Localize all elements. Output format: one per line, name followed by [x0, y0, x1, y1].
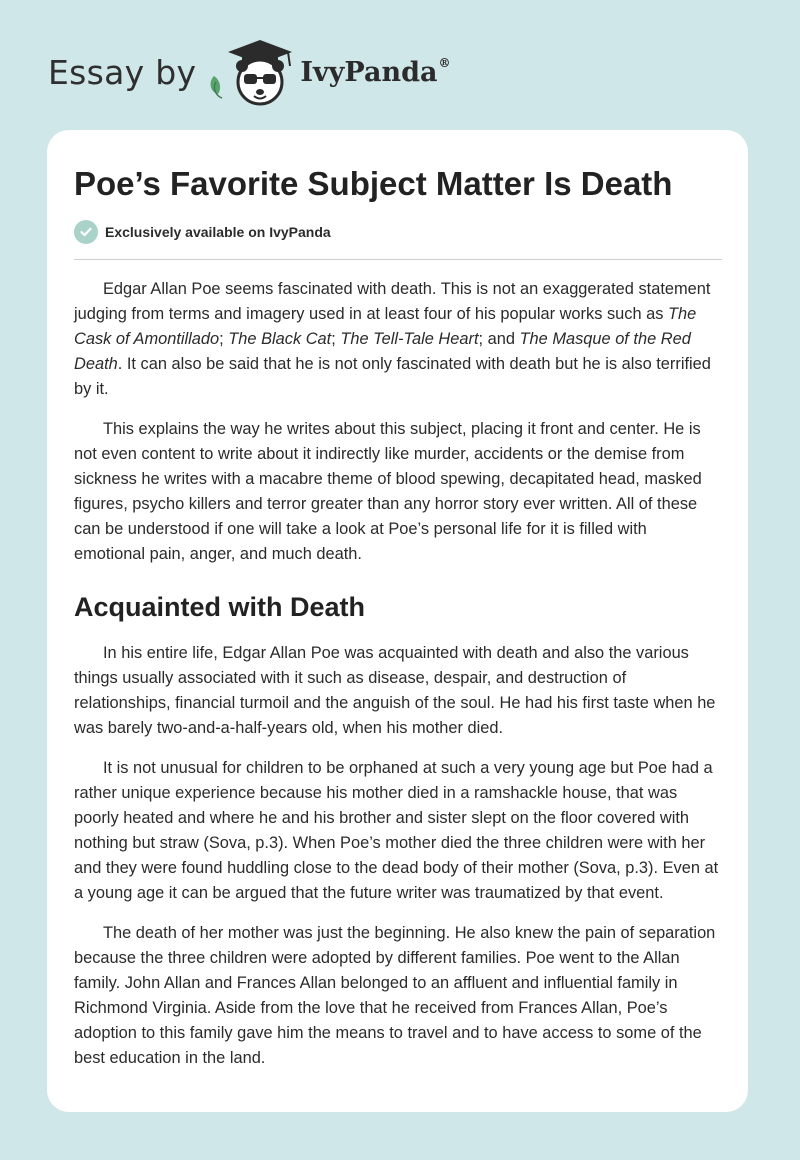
essay-by-label: Essay by	[48, 52, 197, 92]
section-heading: Acquainted with Death	[74, 592, 366, 622]
exclusive-badge	[74, 219, 722, 245]
check-circle-icon	[74, 220, 98, 244]
article-card	[47, 130, 748, 1112]
exclusive-badge-label: Exclusively available on IvyPanda	[105, 224, 331, 240]
work-title: The Black Cat	[228, 330, 332, 348]
work-title: The Tell-Tale Heart	[340, 330, 479, 348]
brand-name[interactable]: IvyPanda®	[300, 56, 451, 88]
paragraph-4: It is not unusual for children to be orphaned at such a very young age but Poe had a rather unique experience because his mother died in a ramshackle house, that was poorly heated and where he and his brother and sister slept on the floor covered with nothing but straw (Sova, p.3). When Poe’s mother died the three children were with her and they were found huddling close to the dead body of their mother (Sova, p.3). Even at a young age it can be argued that the future writer was traumatized by that event.	[74, 759, 719, 902]
panda-logo-icon[interactable]	[206, 36, 298, 108]
page-title: Poe’s Favorite Subject Matter Is Death	[74, 165, 673, 202]
site-header	[48, 36, 450, 108]
paragraph-3: In his entire life, Edgar Allan Poe was acquainted with death and also the various things usually associated with it such as disease, despair, and destruction of relationships, financial turmoil and the anguish of the soul. He had his first taste when he was barely two-and-a-half-years old, when his mother died.	[74, 644, 716, 737]
trademark-symbol: ®	[438, 56, 451, 70]
paragraph-1: Edgar Allan Poe seems fascinated with death. This is not an exaggerated statement judging from terms and imagery used in at least four of his popular works such as The Cask of Amontillado; The Black Cat; The Tell-Tale Heart; and The Masque of the Red Death. It can also be said that he is not only fascinated with death but he is also terrified by it.	[74, 280, 711, 398]
paragraph-5: The death of her mother was just the beginning. He also knew the pain of separation because the three children were adopted by different families. Poe went to the Allan family. John Allan and Frances Allan belonged to an affluent and influential family in Richmond Virginia. Aside from the love that he received from Frances Allan, Poe’s adoption to this family gave him the means to travel and to have access to some of the best education in the land.	[74, 924, 716, 1067]
divider	[74, 259, 722, 260]
work-title: The Masque of the Red Death	[74, 330, 691, 373]
work-title: The Cask of Amontillado	[74, 305, 697, 348]
paragraph-2: This explains the way he writes about this subject, placing it front and center. He is not even content to write about it indirectly like murder, accidents or the demise from sickness he writes with a macabre theme of blood spewing, decapitated head, masked figures, psycho killers and terror greater than any horror story ever written. All of these can be understood if one will take a look at Poe’s personal life for it is filled with emotional pain, anger, and much death.	[74, 420, 702, 563]
